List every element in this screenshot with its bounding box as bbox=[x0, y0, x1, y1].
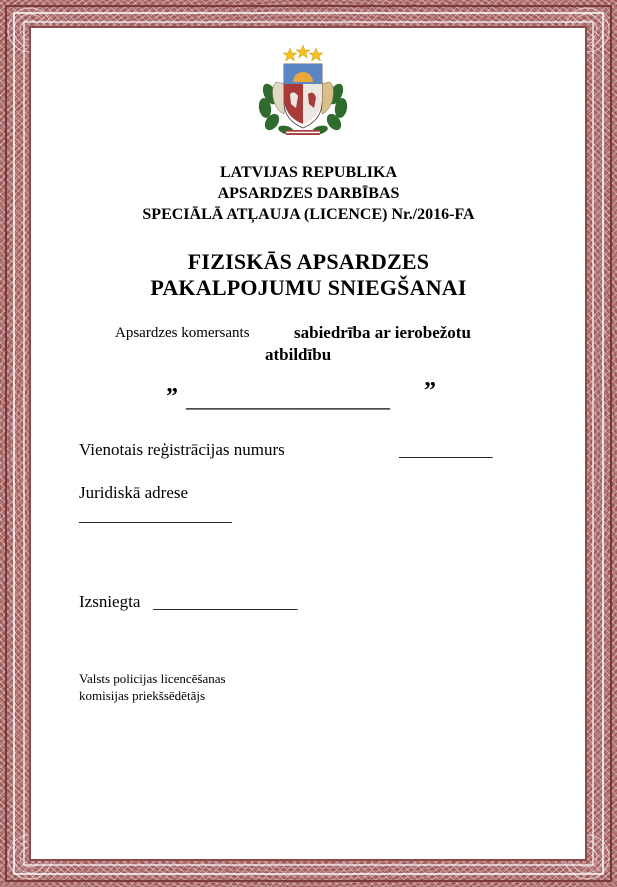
address-label: Juridiskā adrese bbox=[79, 483, 189, 502]
merchant-value-line-2: atbildību bbox=[265, 345, 332, 364]
header-activity: APSARDZES DARBĪBAS bbox=[217, 185, 400, 202]
merchant-label: Apsardzes komersants bbox=[115, 325, 250, 341]
coat-of-arms-icon bbox=[256, 42, 350, 138]
registration-blank: ___________ bbox=[399, 441, 493, 460]
title-line-1: FIZISKĀS APSARDZES bbox=[187, 249, 430, 274]
company-name-blank: ________________________ bbox=[186, 392, 390, 411]
issued-label: Izsniegta bbox=[79, 592, 141, 611]
title-line-2: PAKALPOJUMU SNIEGŠANAI bbox=[150, 275, 467, 300]
signatory-line-1: Valsts policijas licencēšanas bbox=[79, 671, 226, 686]
issued-blank: _________________ bbox=[153, 593, 298, 612]
company-close-quote: ” bbox=[424, 378, 436, 404]
company-open-quote: ” bbox=[166, 384, 178, 410]
header-country: LATVIJAS REPUBLIKA bbox=[219, 164, 398, 181]
registration-label: Vienotais reģistrācijas numurs bbox=[79, 440, 285, 459]
signatory-line-2: komisijas priekšsēdētājs bbox=[79, 688, 206, 703]
merchant-value-line-1: sabiedrība ar ierobežotu bbox=[294, 323, 471, 342]
header-license-number: SPECIĀLĀ ATĻAUJA (LICENCE) Nr./2016-FA bbox=[142, 206, 475, 223]
address-blank: __________________ bbox=[79, 506, 232, 525]
